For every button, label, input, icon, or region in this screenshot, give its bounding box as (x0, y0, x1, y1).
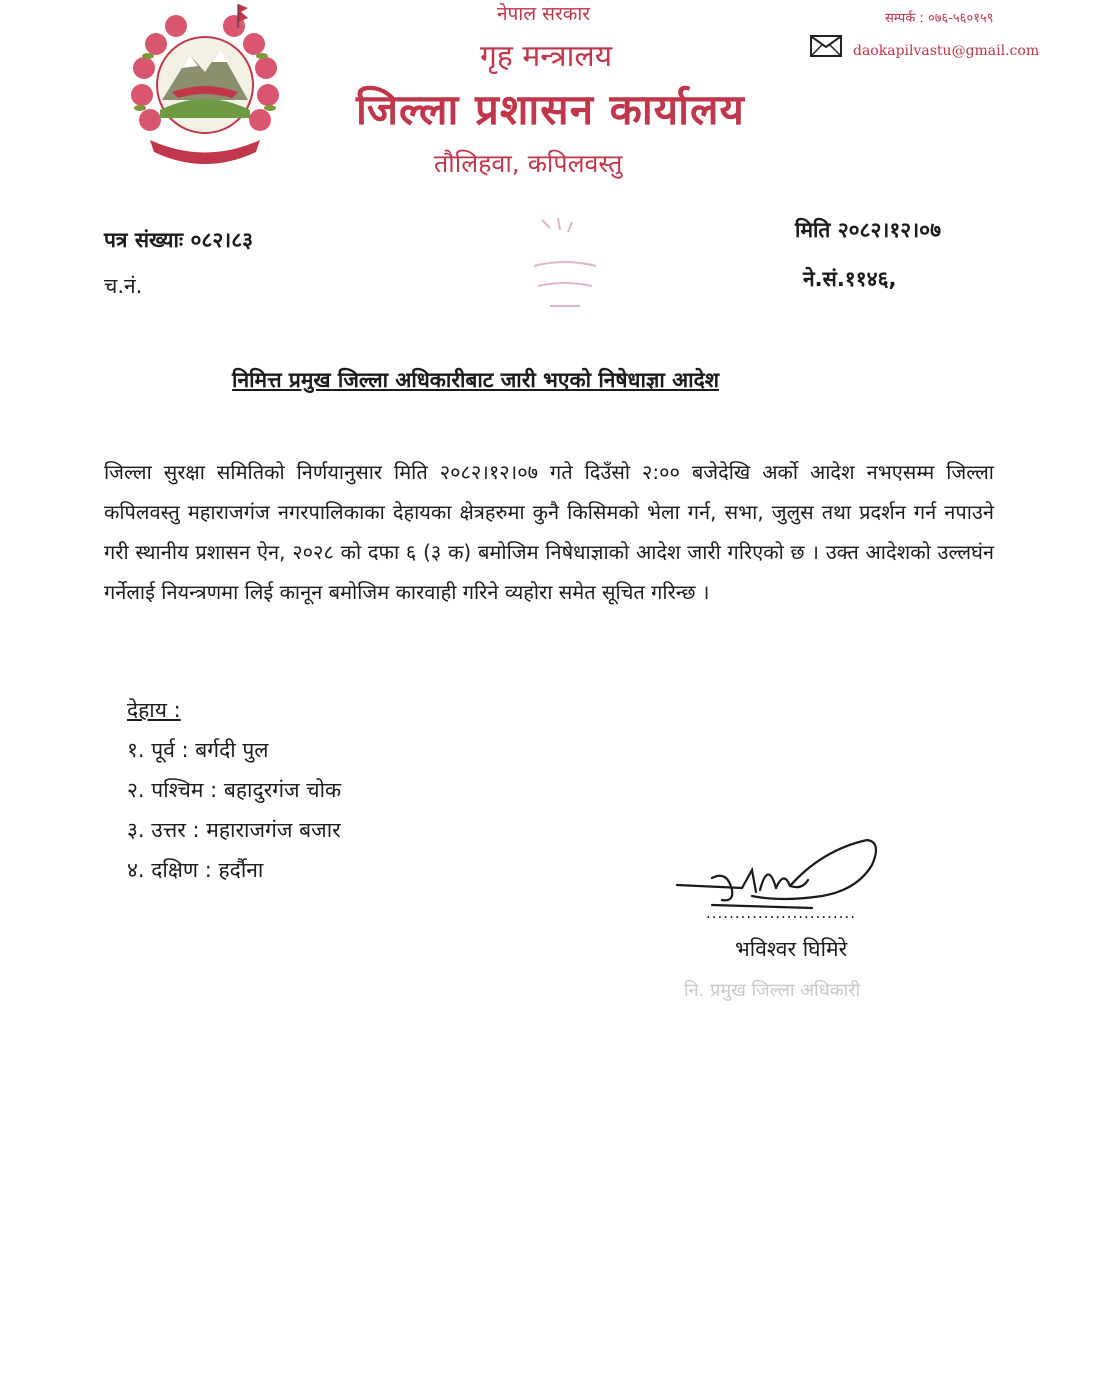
email-link[interactable]: daokapilvastu@gmail.com (853, 43, 1040, 59)
areas-list (127, 730, 341, 890)
faded-stamp-icon (520, 210, 610, 320)
notice-body-text: जिल्ला सुरक्षा समितिको निर्णयानुसार मिति २०८२।१२।०७ गते दिउँसो २:०० बजेदेखि अर्को आदेश नभएसम्म जिल्ला कपिलवस्तु महाराजगंज नगरपालिकाका देहायका क्षेत्रहरुमा कुनै किसिमको भेला गर्न, सभा, जुलुस तथा प्रदर्शन गर्न नपाउने गरी स्थानीय प्रशासन ऐन, २०२८ को दफा ६ (३ क) बमोजिम निषेधाज्ञाको आदेश जारी गरिएको छ । उक्त आदेशको उल्लघंन गर्नेलाई नियन्त्रणमा लिई कानून बमोजिम कारवाही गरिने व्यहोरा समेत सूचित गरिन्छ । (104, 460, 994, 604)
letter-number: पत्र संख्याः ०८२।८३ (104, 228, 254, 252)
notice-body (104, 452, 994, 612)
list-item: ३. उत्तर : महाराजगंज बजार (127, 818, 341, 842)
office-title: जिल्ला प्रशासन कार्यालय (356, 85, 745, 134)
signer-name: भविश्वर घिमिरे (735, 937, 848, 961)
list-item: ४. दक्षिण : हर्दौना (127, 858, 264, 882)
signature-line: .......................... (706, 904, 856, 922)
areas-title: देहाय : (127, 698, 181, 722)
nepal-emblem-icon (120, 0, 290, 170)
government-label: नेपाल सरकार (497, 3, 591, 25)
nepal-sambat-date: ने.सं.११४६, (803, 267, 897, 291)
signer-designation: नि. प्रमुख जिल्ला अधिकारी (684, 980, 861, 1001)
ministry-title: गृह मन्त्रालय (480, 39, 613, 74)
letter-date: मिति २०८२।१२।०७ (795, 218, 941, 242)
contact-phone: सम्पर्क : ०७६-५६०१५९ (885, 11, 994, 26)
list-item: २. पश्चिम : बहादुरगंज चोक (127, 778, 342, 802)
dispatch-number: च.नं. (104, 274, 143, 298)
notice-heading: निमित्त प्रमुख जिल्ला अधिकारीबाट जारी भएको निषेधाज्ञा आदेश (232, 368, 720, 392)
envelope-icon (810, 35, 842, 57)
office-location: तौलिहवा, कपिलवस्तु (434, 149, 623, 178)
list-item: १. पूर्व : बर्गदी पुल (127, 738, 269, 762)
